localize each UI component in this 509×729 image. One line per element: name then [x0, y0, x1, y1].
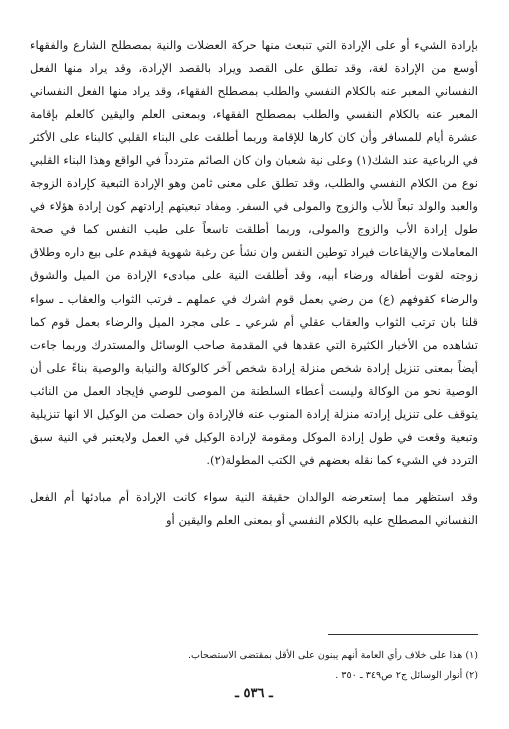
- page-number: ـ ٥٣٦ ـ: [235, 686, 273, 701]
- body-paragraph: وقد استظهر مما إستعرضه الوالدان حقيقة النية سواء كانت الإرادة أم مبادئها أم الفعل النفساني المصطلح عليه بالكلام النفسي أو بمعنى العلم واليقين أو: [30, 489, 478, 527]
- footnotes: [30, 646, 478, 686]
- document-page: [30, 34, 478, 704]
- footnote-separator: [328, 634, 478, 635]
- body-paragraph: بإرادة الشيء أو على الإرادة التي تنبعث منها حركة العضلات والنية بمصطلح الشارع والفقهاء أوسع من الإرادة لغة، وقد تطلق على القصد ويراد بالقصد الإرادة، وقد يراد منها الفعل النفساني المعبر عنه بالكلام النفسي والطلب بمصطلح الفقهاء، وقد يراد منها الفعل النفساني المعبر عنه بالكلام النفسي والطلب بمصطلح الفقهاء، وبمعنى العلم واليقين كالعلم بإقامة عشرة أيام للمسافر وأن كان كارها للإقامة وربما أطلقت على البناء القلبي كالبناء على الأكثر في الرباعية عند الشك(١) وعلى نية شعبان وان كان الصائم متردداً في الواقع وهذا البناء القلبي نوع من الكلام النفسي والطلب، وقد تطلق على معنى ثامن وهو الإرادة التبعية كإرادة الزوجة والعبد والولد تبعاً للأب والزوج والمولى في السفر. ومفاد تبعيتهم إرادتهم كون إرادة هؤلاء في طول إرادة الأب والزوج والمولى، وربما أطلقت تاسعاً على طيب النفس كما في صحة المعاملات والإيقاعات فيراد توطين النفس وان نشأ عن رغبة شهوية فيقدم على بيع داره وطلاق زوجته لقوت أطفاله ورضاء أبيه، وقد أطلقت النية على مبادىء الإرادة من الميل والشوق والرضاء كقوفهم (ع) من رضي بعمل قوم اشرك في عملهم ـ فرتب الثواب والعقاب ـ سواء قلنا بان ترتب الثواب والعقاب عقلي أم شرعي ـ على مجرد الميل والرضاء بعمل قوم كما تشاهده من الأخبار الكثيرة التي عقدها في المقدمة صاحب الوسائل والمستدرك وربما جاءت أيضاً بمعنى تنزيل إرادة شخص منزلة إرادة شخص آخر كالوكالة والنيابة والوصية بناءً على أن الوصية نحو من الوكالة وليست أعطاء السلطنة من الموصى للوصي فإيجاد العمل من النائب يتوقف على تنزيل إرادته منزلة إرادة المنوب عنه فالإرادة وان حصلت من الوكيل الا انها تنزيلية وتبعية وقعت في طول إرادة الموكل ومقومة لإرادة الوكيل في العمل ولايعتبر في النية سبق التردد في الشيء كما نقله بعضهم في الكتب المطولة(٢).: [30, 38, 478, 467]
- footnote: (٢) أنوار الوسائل ج٢ ص٣٤٩ ـ ٣٥٠ .: [335, 670, 478, 681]
- footnote: (١) هذا على خلاف رأي العامة أنهم يبنون على الأقل بمقتضى الاستصحاب.: [187, 650, 478, 661]
